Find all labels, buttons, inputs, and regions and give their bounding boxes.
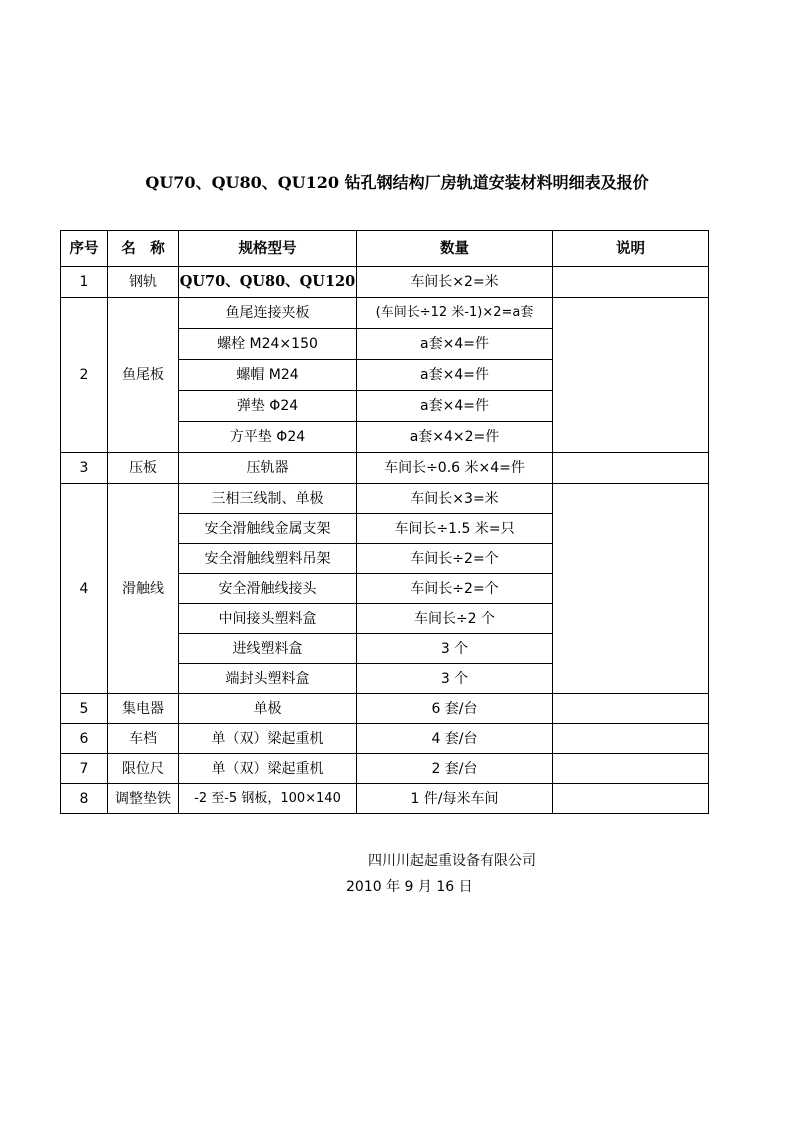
row-spec: QU70、QU80、QU120: [179, 267, 357, 298]
row-qty: a套×4=件: [357, 391, 553, 422]
row-qty: 3 个: [357, 634, 553, 664]
row-no: 4: [61, 484, 108, 694]
row-no: 2: [61, 298, 108, 453]
row-note: [553, 754, 709, 784]
row-qty: a套×4=件: [357, 329, 553, 360]
row-name: 集电器: [108, 694, 179, 724]
row-spec: 安全滑触线金属支架: [179, 514, 357, 544]
company-name: 四川川起起重设备有限公司: [368, 853, 536, 869]
row-spec: 螺帽 M24: [179, 360, 357, 391]
row-qty: 车间长×2=米: [357, 267, 553, 298]
row-note: [553, 298, 709, 453]
row-note: [553, 453, 709, 484]
row-qty: 3 个: [357, 664, 553, 694]
row-spec: -2 至-5 钢板，100×140: [179, 784, 357, 814]
row-spec: 单（双）梁起重机: [179, 754, 357, 784]
materials-table: [60, 230, 709, 814]
table-row: [61, 784, 709, 814]
row-spec: 进线塑料盒: [179, 634, 357, 664]
row-name: 车档: [108, 724, 179, 754]
row-name: 钢轨: [108, 267, 179, 298]
document-title: QU70、QU80、QU120 钻孔钢结构厂房轨道安装材料明细表及报价: [145, 173, 649, 192]
table-row: [61, 724, 709, 754]
table-row: [61, 484, 709, 514]
table-row: [61, 694, 709, 724]
row-name: 限位尺: [108, 754, 179, 784]
row-spec: 鱼尾连接夹板: [179, 298, 357, 329]
row-qty: 车间长×3=米: [357, 484, 553, 514]
row-spec: 安全滑触线塑料吊架: [179, 544, 357, 574]
row-spec: 单极: [179, 694, 357, 724]
table-row: [61, 298, 709, 329]
row-no: 8: [61, 784, 108, 814]
row-qty: a套×4=件: [357, 360, 553, 391]
row-note: [553, 724, 709, 754]
row-spec: 中间接头塑料盒: [179, 604, 357, 634]
row-no: 7: [61, 754, 108, 784]
row-no: 3: [61, 453, 108, 484]
row-note: [553, 484, 709, 694]
row-name: 滑触线: [108, 484, 179, 694]
header-no: 序号: [61, 231, 108, 267]
header-note: 说明: [553, 231, 709, 267]
row-qty: (车间长÷12 米-1)×2=a套: [357, 298, 553, 329]
row-note: [553, 784, 709, 814]
row-name: 鱼尾板: [108, 298, 179, 453]
row-qty: 4 套/台: [357, 724, 553, 754]
row-spec: 三相三线制、单极: [179, 484, 357, 514]
document-date: 2010 年 9 月 16 日: [346, 879, 473, 895]
row-qty: a套×4×2=件: [357, 422, 553, 453]
row-name: 调整垫铁: [108, 784, 179, 814]
row-qty: 车间长÷2 个: [357, 604, 553, 634]
row-qty: 2 套/台: [357, 754, 553, 784]
row-qty: 1 件/每米车间: [357, 784, 553, 814]
table-row: [61, 754, 709, 784]
row-note: [553, 267, 709, 298]
row-name: 压板: [108, 453, 179, 484]
row-spec: 螺栓 M24×150: [179, 329, 357, 360]
row-qty: 6 套/台: [357, 694, 553, 724]
row-qty: 车间长÷2=个: [357, 544, 553, 574]
header-name: 名 称: [108, 231, 179, 267]
table-header-row: [61, 231, 709, 267]
row-qty: 车间长÷0.6 米×4=件: [357, 453, 553, 484]
row-spec: 方平垫 Φ24: [179, 422, 357, 453]
row-note: [553, 694, 709, 724]
row-spec: 压轨器: [179, 453, 357, 484]
row-spec: 端封头塑料盒: [179, 664, 357, 694]
header-spec: 规格型号: [179, 231, 357, 267]
header-qty: 数量: [357, 231, 553, 267]
table-row: [61, 267, 709, 298]
row-qty: 车间长÷1.5 米=只: [357, 514, 553, 544]
row-spec: 安全滑触线接头: [179, 574, 357, 604]
row-no: 5: [61, 694, 108, 724]
row-no: 6: [61, 724, 108, 754]
row-no: 1: [61, 267, 108, 298]
table-row: [61, 453, 709, 484]
row-spec: 单（双）梁起重机: [179, 724, 357, 754]
row-spec: 弹垫 Φ24: [179, 391, 357, 422]
row-qty: 车间长÷2=个: [357, 574, 553, 604]
